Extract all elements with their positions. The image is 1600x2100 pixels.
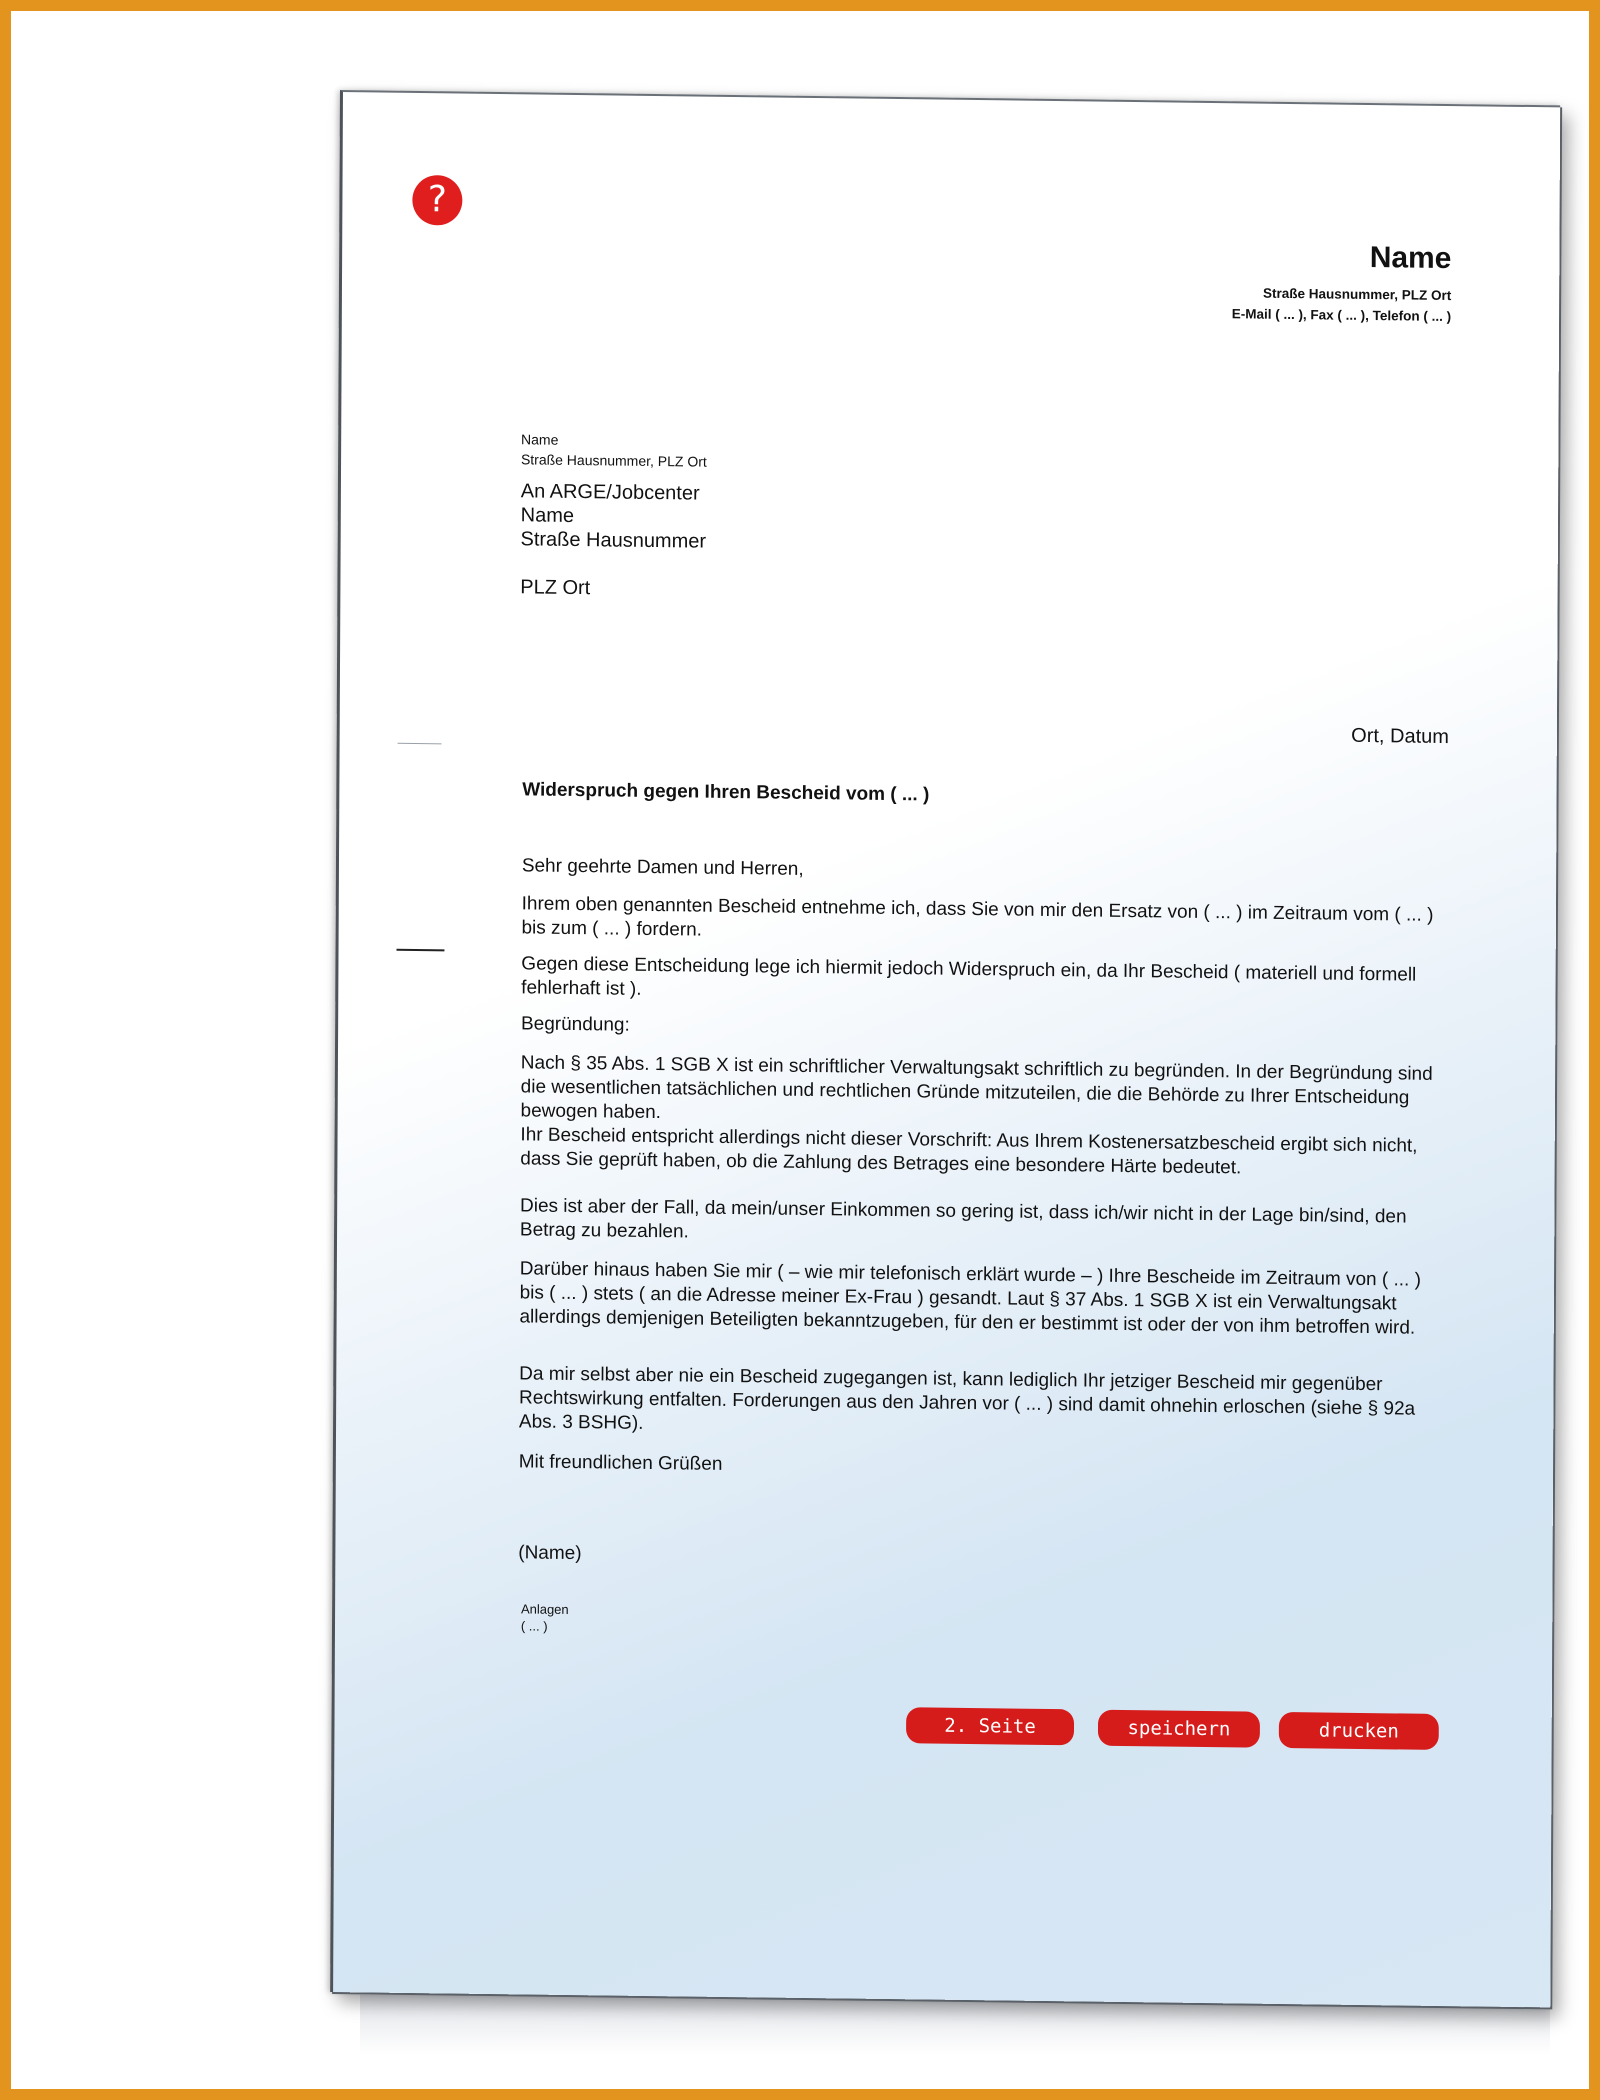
attachments-label: Anlagen bbox=[520, 1601, 569, 1617]
place-date: Ort, Datum bbox=[1351, 724, 1449, 749]
paragraph-heading: Begründung: bbox=[520, 1013, 630, 1036]
subject-line: Widerspruch gegen Ihren Bescheid vom ( ... ) bbox=[522, 779, 930, 806]
paragraph-2: Gegen diese Entscheidung lege ich hiermit jedoch Widerspruch ein, da Ihr Bescheid ( materiell und formell fehlerhaft ist ). bbox=[521, 953, 1417, 1000]
fold-mark bbox=[398, 743, 442, 745]
attachments-value: ( ... ) bbox=[520, 1618, 548, 1634]
paragraph-6: Darüber hinaus haben Sie mir ( – wie mir telefonisch erklärt wurde – ) Ihre Bescheide im Zeitraum von ( ... ) bis ( ... ) stets ( an die Adresse meiner Ex-Frau ) gesandt. Laut § 37 Abs. 1 SGB X ist ein Verwaltungsakt allerdings demjenigen Beteiligten bekanntzugeben, für den er bestimmt ist oder der von ihm betroffen wird. bbox=[519, 1258, 1421, 1339]
paragraph-5: Dies ist aber der Fall, da mein/unser Einkommen so gering ist, dass ich/wir nicht in der Lage bin/sind, den Betrag zu bezahlen. bbox=[519, 1195, 1407, 1243]
paragraph-7: Da mir selbst aber nie ein Bescheid zugegangen ist, kann lediglich Ihr jetziger Bescheid mir gegenüber Rechtswirkung entfalten. Forderungen aus den Jahren vor ( ... ) sind damit ohnehin erloschen (siehe § 92a Abs. 3 BSHG). bbox=[518, 1363, 1416, 1434]
help-question-icon[interactable]: ? bbox=[412, 175, 462, 226]
paragraph-3: Nach § 35 Abs. 1 SGB X ist ein schriftlicher Verwaltungsakt schriftlich zu begründen. In der Begründung sind die wesentlichen tatsächlichen und rechtlichen Gründe mitzuteilen, die die Behörde zu Ihrer Entscheidung bewogen haben. bbox=[520, 1052, 1433, 1124]
sender-contact: E-Mail ( ... ), Fax ( ... ), Telefon ( ... ) bbox=[1231, 306, 1452, 325]
recipient-line-3: Straße Hausnummer bbox=[520, 528, 707, 553]
print-button[interactable]: drucken bbox=[1279, 1712, 1439, 1750]
return-address-name: Name bbox=[521, 431, 559, 448]
save-button[interactable]: speichern bbox=[1098, 1710, 1260, 1748]
sender-street: Straße Hausnummer, PLZ Ort bbox=[1263, 285, 1452, 304]
paragraph-1: Ihrem oben genannten Bescheid entnehme ich, dass Sie von mir den Ersatz von ( ... ) im Zeitraum vom ( ... ) bis zum ( ... ) fordern. bbox=[521, 893, 1434, 941]
closing: Mit freundlichen Grüßen bbox=[518, 1451, 723, 1475]
salutation: Sehr geehrte Damen und Herren, bbox=[521, 855, 804, 880]
paragraph-4: Ihr Bescheid entspricht allerdings nicht dieser Vorschrift: Aus Ihrem Kostenersatzbescheid ergibt sich nicht, dass Sie geprüft haben, ob die Zahlung des Betrages eine besondere Härte bedeutet. bbox=[520, 1124, 1418, 1179]
return-address-street: Straße Hausnummer, PLZ Ort bbox=[520, 451, 707, 470]
recipient-line-4: PLZ Ort bbox=[520, 576, 591, 600]
recipient-line-1: An ARGE/Jobcenter bbox=[520, 480, 700, 505]
second-page-button[interactable]: 2. Seite bbox=[906, 1707, 1074, 1745]
punch-mark bbox=[396, 949, 444, 952]
recipient-line-2: Name bbox=[520, 504, 575, 527]
letter-page bbox=[330, 90, 1560, 2007]
signature: (Name) bbox=[518, 1542, 582, 1565]
sender-name: Name bbox=[1369, 240, 1452, 276]
